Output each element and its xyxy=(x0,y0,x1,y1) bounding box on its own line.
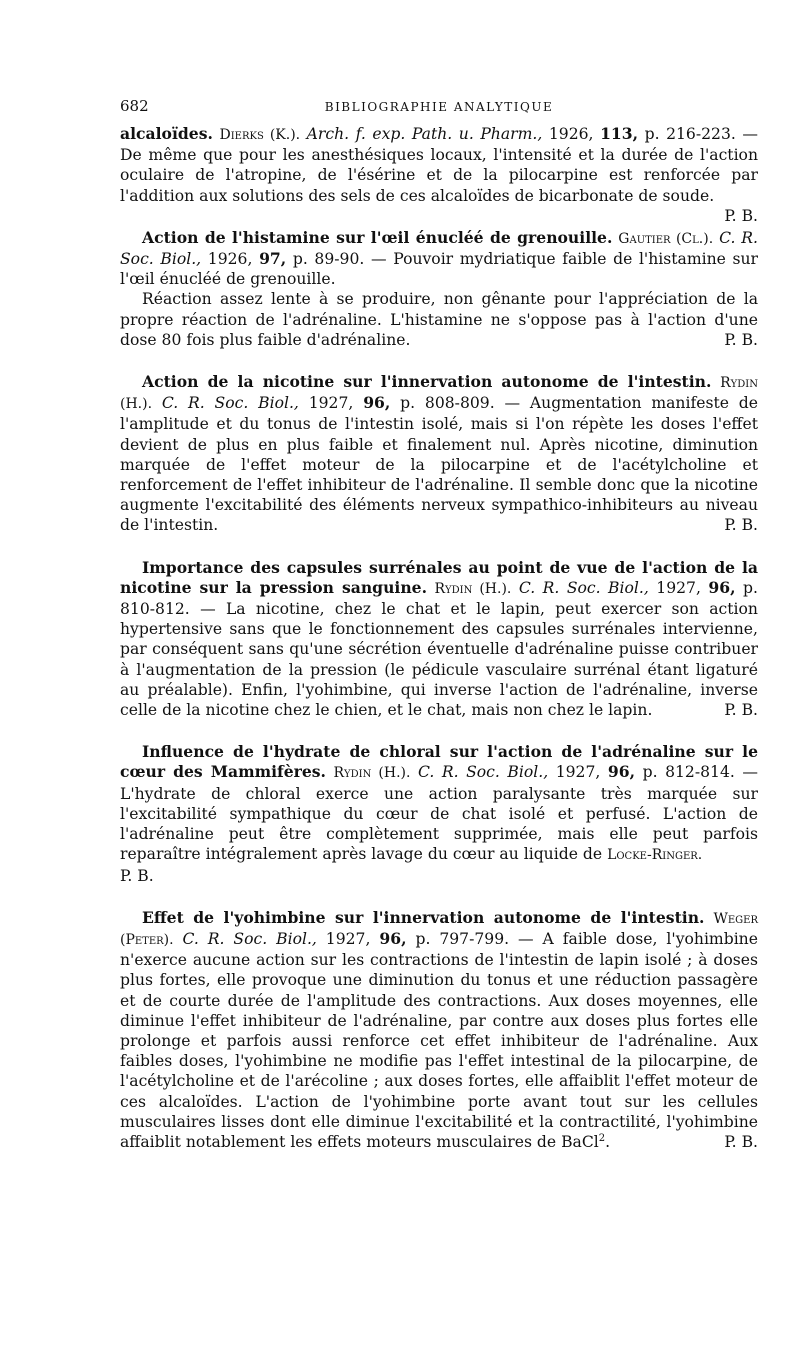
entry-journal: C. R. Soc. Biol., xyxy=(518,578,649,597)
entry-journal: C. R. Soc. Biol., xyxy=(120,228,758,269)
entry-body: — La nicotine, chez le chat et le lapin, peut exercer son action hypertensive sans que le fonctionnement des capsules surrénales intervienne, par conséquent sans qu'une sécrétion éventuelle d'adrénaline puisse contribuer à l'augmentation de la pression (le pédicule vasculaire surrénal étant ligaturé au préalable). Enfin, l'yohimbine, qui inverse l'action de l'adrénaline, inverse celle de la nicotine chez le chien, et le chat, mais non chez le lapin. xyxy=(120,600,758,720)
entry-body: — L'hydrate de chloral exerce une action paralysante très marquée sur l'excitabilité sympathique du cœur de chat isolé et perfusé. L'action de l'adrénaline peut être complètement supprimée, mais elle peut parfois reparaître intégralement après lavage du cœur au liquide de xyxy=(120,763,758,864)
entry-journal: C. R. Soc. Biol., xyxy=(182,929,317,948)
entry-histamine xyxy=(120,228,758,350)
entry-body-end: . xyxy=(605,1132,611,1151)
entry-pages: p. 812-814. xyxy=(642,763,735,782)
entry-year: 1927, xyxy=(656,578,701,597)
entry-nicotine-intestin xyxy=(120,372,758,536)
entry-paragraph xyxy=(120,289,758,350)
entry-author: Rydin (H.). xyxy=(434,580,512,597)
entry-signature: P. B. xyxy=(724,701,758,720)
entry-pages: p. 810-812. xyxy=(120,578,758,619)
entry-year: 1926, xyxy=(207,250,253,269)
entry-alcaloides xyxy=(120,124,758,225)
entry-title: Action de l'histamine sur l'œil énucléé de grenouille. xyxy=(142,227,613,247)
entry-journal: C. R. Soc. Biol., xyxy=(418,763,549,782)
entry-title: Importance des capsules surrénales au point de vue de l'action de la nicotine sur la pression sanguine. xyxy=(120,557,758,597)
entry-body: — A faible dose, l'yohimbine n'exerce aucune action sur les contractions de l'intestin de lapin isolé ; à doses plus fortes, elle provoque une diminution du tonus et une réduction passagère et de courte durée de l'amplitude des contractions. Aux doses moyennes, elle diminue l'effet inhibiteur de l'adrénaline, par contre aux doses plus fortes elle prolonge et parfois aussi renforce cet effet inhibiteur de l'adrénaline. Aux faibles doses, l'yohimbine ne modifie pas l'effet intestinal de la pilocarpine, de l'acétylcholine et de l'arécoline ; aux doses fortes, elle affaiblit l'effet moteur de ces alcaloïdes. L'action de l'yohimbine porte avant tout sur les cellules musculaires lisses dont elle diminue l'excitabilité et la contractilité, l'yohimbine affaiblit notablement les effets moteurs musculaires de BaCl xyxy=(120,929,758,1151)
entry-author: Dierks (K.). xyxy=(219,127,301,143)
entry-year: 1926, xyxy=(548,125,594,143)
entry-signature: P. B. xyxy=(724,206,758,225)
entry-paragraph xyxy=(120,124,758,225)
entry-volume: 113, xyxy=(600,124,639,143)
page-number: 682 xyxy=(120,97,149,115)
entry-volume: 97, xyxy=(259,249,287,269)
entry-journal: Arch. f. exp. Path. u. Pharm., xyxy=(306,125,543,143)
entry-author: Weger (Peter). xyxy=(120,910,758,948)
entry-body: — Augmentation manifeste de l'amplitude et du tonus de l'intestin isolé, mais si l'on répète les doses l'effet devient de plus en plus faible et finalement nul. Après nicotine, diminution marquée de l'effet moteur de la pilocarpine et de l'acétylcholine et renforcement de l'effet inhibiteur de l'adrénaline. Il semble donc que la nicotine augmente l'excitabilité des éléments nerveux sympathico-inhibiteurs au niveau de l'intestin. xyxy=(120,394,758,535)
entry-pages: p. 808-809. xyxy=(400,394,495,413)
entry-journal: C. R. Soc. Biol., xyxy=(161,394,299,413)
entry-author: Rydin (H.). xyxy=(120,375,758,413)
entry-paragraph xyxy=(120,558,758,721)
page xyxy=(120,96,758,1174)
entry-hydrate-chloral xyxy=(120,742,758,885)
entry-pages: p. 797-799. xyxy=(415,929,510,948)
entry-year: 1927, xyxy=(308,394,354,413)
entry-paragraph xyxy=(120,742,758,865)
entry-yohimbine xyxy=(120,908,758,1152)
running-title: BIBLIOGRAPHIE ANALYTIQUE xyxy=(324,100,554,114)
entry-year: 1927, xyxy=(325,929,371,948)
entry-volume: 96, xyxy=(607,762,636,782)
entry-body: — Pouvoir mydriatique faible de l'histamine sur l'œil énucléé de grenouille. xyxy=(120,250,758,289)
entry-signature: P. B. xyxy=(724,330,758,349)
entry-signature: P. B. xyxy=(724,516,758,535)
entry-signature: P. B. xyxy=(120,866,154,885)
entry-pages: p. 89-90. xyxy=(292,250,365,269)
entry-paragraph xyxy=(120,372,758,536)
entry-author: Gautier (Cl.). xyxy=(618,230,714,247)
entry-body-continued: Réaction assez lente à se produire, non gênante pour l'appréciation de la propre réaction de l'adrénaline. L'histamine ne s'oppose pas à l'action d'une dose 80 fois plus faible d'adrénaline. xyxy=(120,290,758,349)
running-head xyxy=(120,96,758,116)
entry-title: Influence de l'hydrate de chloral sur l'action de l'adrénaline sur le cœur des Mammifères. xyxy=(120,742,758,782)
entry-volume: 96, xyxy=(363,393,391,413)
entry-author: Rydin (H.). xyxy=(333,765,411,782)
entry-capsules-surrenales xyxy=(120,558,758,721)
entry-signature: P. B. xyxy=(724,1132,758,1151)
entry-volume: 96, xyxy=(379,928,407,948)
entry-volume: 96, xyxy=(708,577,736,597)
entry-body-smallcaps: Locke-Ringer. xyxy=(607,847,703,864)
entry-body: — De même que pour les anesthésiques locaux, l'intensité et la durée de l'action oculaire de l'atropine, de l'ésérine et de la pilocarpine est renforcée par l'addition aux solutions des sels de ces alcaloïdes de bicarbonate de soude. xyxy=(120,125,758,205)
entry-paragraph xyxy=(120,228,758,290)
entry-body-superscript: 2 xyxy=(598,1132,606,1144)
entry-pages: p. 216-223. xyxy=(644,125,736,143)
entry-year: 1927, xyxy=(555,763,601,782)
entry-paragraph xyxy=(120,908,758,1152)
entry-title: Action de la nicotine sur l'innervation autonome de l'intestin. xyxy=(142,372,712,392)
entry-title: Effet de l'yohimbine sur l'innervation autonome de l'intestin. xyxy=(142,907,705,927)
entry-title: alcaloïdes. xyxy=(120,124,213,143)
